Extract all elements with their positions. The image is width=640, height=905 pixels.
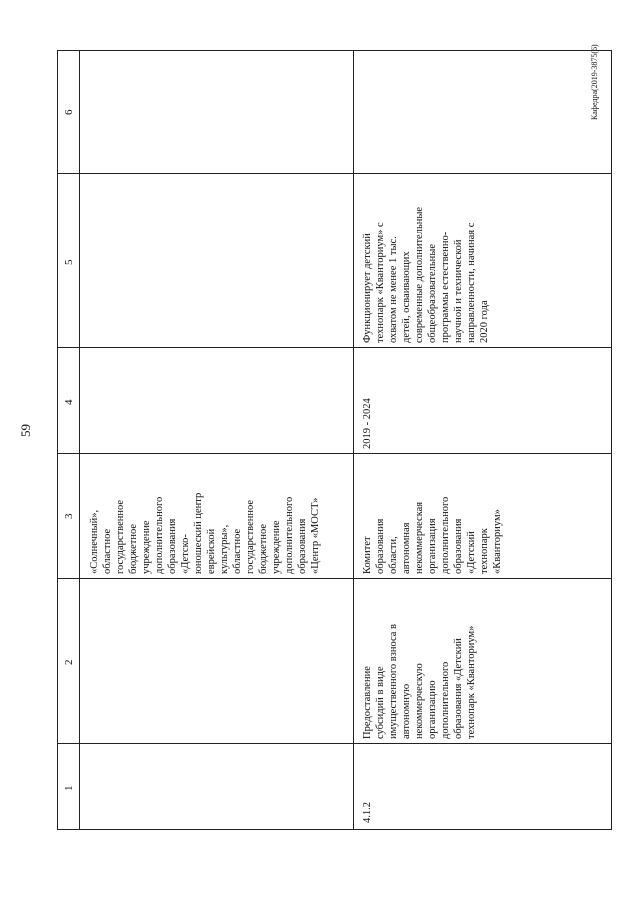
row2-number: 4.1.2 bbox=[362, 802, 373, 823]
header-3: 3 bbox=[63, 513, 75, 519]
header-6: 6 bbox=[63, 109, 75, 115]
row-divider bbox=[353, 51, 354, 829]
header-divider bbox=[79, 51, 80, 829]
row2-col2: Предоставление субсидий в виде имущественного взноса в автономную некоммерческую организацию дополнительного образования «Детский технопарк «Кванториум» bbox=[362, 623, 477, 739]
col-divider-2-3 bbox=[58, 578, 611, 579]
row2-col3: Комитет образования области, автономная некоммерческая организация дополнительного образования «Детский технопарк «Кванториум» bbox=[362, 496, 503, 574]
row2-col5: Функционирует детский технопарк «Кванториум» с охватом не менее 1 тыс. детей, осваивающих современные дополнительные общеобразовательные программы естественно- научной и технической направленности, начиная с 2020 года bbox=[362, 206, 490, 343]
col-divider-1-2 bbox=[58, 743, 611, 744]
rotated-table bbox=[57, 50, 612, 830]
document-code: Кафедра(2019-3875(6) bbox=[590, 44, 599, 120]
col-divider-3-4 bbox=[58, 453, 611, 454]
row1-col3: «Солнечный», областное государственное бюджетное учреждение дополнительного образования «Детско- юношеский центр еврейской культуры», областное государственное бюджетное учреждение дополнительного образования «Центр «МОСТ» bbox=[89, 492, 321, 574]
col-divider-4-5 bbox=[58, 347, 611, 348]
header-1: 1 bbox=[63, 785, 75, 791]
row2-col4: 2019 - 2024 bbox=[362, 398, 373, 449]
page-number: 59 bbox=[18, 424, 33, 437]
col-divider-5-6 bbox=[58, 173, 611, 174]
header-4: 4 bbox=[63, 399, 75, 405]
header-5: 5 bbox=[63, 259, 75, 265]
header-2: 2 bbox=[63, 659, 75, 665]
